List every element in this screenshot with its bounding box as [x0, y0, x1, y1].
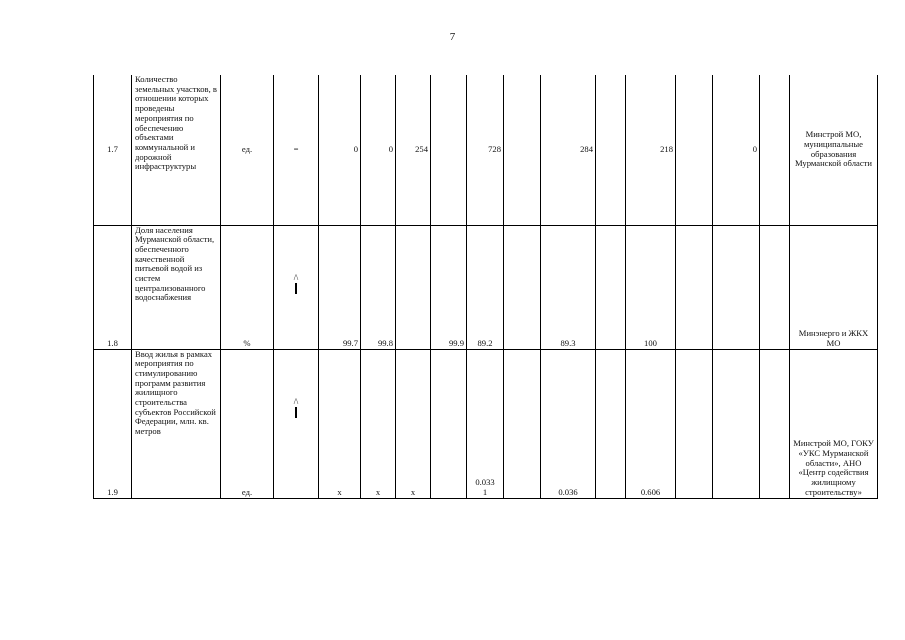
value-cell: 218 — [626, 75, 676, 225]
value-cell: 284 — [541, 75, 596, 225]
value-cell — [504, 225, 541, 349]
value-line: 1 — [482, 486, 488, 497]
responsible-cell: Минстрой МО, муниципальные образования Мурманской области — [790, 75, 878, 225]
page-number: 7 — [449, 31, 456, 43]
row-number: 1.9 — [94, 349, 132, 498]
value-cell: 99.9 — [431, 225, 467, 349]
value-cell: x — [319, 349, 361, 498]
value-cell: 100 — [626, 225, 676, 349]
indicator-name: Ввод жилья в рамках мероприятия по стимулированию программ развития жилищного строительства субъектов Российской Федерации, млн. кв. метров — [132, 349, 221, 498]
value-cell — [760, 225, 790, 349]
value-cell — [431, 75, 467, 225]
value-cell — [676, 225, 713, 349]
direction-cell — [274, 349, 319, 498]
value-cell — [431, 349, 467, 498]
table-row — [94, 349, 878, 498]
unit-cell: % — [221, 225, 274, 349]
value-cell: 0.606 — [626, 349, 676, 498]
greater-or-equal-icon: /\ — [276, 398, 316, 418]
value-cell: x — [396, 349, 431, 498]
value-cell — [713, 225, 760, 349]
value-cell — [676, 349, 713, 498]
value-cell — [596, 75, 626, 225]
value-cell — [713, 349, 760, 498]
direction-cell — [274, 225, 319, 349]
value-cell — [504, 349, 541, 498]
unit-cell: ед. — [221, 75, 274, 225]
greater-or-equal-icon: /\ — [276, 274, 316, 294]
value-cell: 728 — [467, 75, 504, 225]
value-cell: 0 — [361, 75, 396, 225]
value-cell — [760, 349, 790, 498]
value-cell: 0 — [319, 75, 361, 225]
value-cell: x — [361, 349, 396, 498]
table-row — [94, 75, 878, 225]
value-cell — [504, 75, 541, 225]
indicator-name: Количество земельных участков, в отношении которых проведены мероприятия по обеспечению объектами коммунальной и дорожной инфраструктуры — [132, 75, 221, 225]
value-cell — [676, 75, 713, 225]
value-cell: 89.2 — [467, 225, 504, 349]
value-cell — [760, 75, 790, 225]
value-cell: 99.8 — [361, 225, 396, 349]
indicator-name: Доля населения Мурманской области, обеспеченного качественной питьевой водой из систем централизованного водоснабжения — [132, 225, 221, 349]
value-cell — [596, 349, 626, 498]
value-cell: 99.7 — [319, 225, 361, 349]
value-cell — [596, 225, 626, 349]
responsible-cell: Минстрой МО, ГОКУ «УКС Мурманской области», АНО «Центр содействия жилищному строительству» — [790, 349, 878, 498]
value-cell: 254 — [396, 75, 431, 225]
value-cell — [467, 349, 504, 498]
unit-cell: ед. — [221, 349, 274, 498]
value-cell: 0.036 — [541, 349, 596, 498]
row-number: 1.7 — [94, 75, 132, 225]
value-line: 0.033 — [475, 477, 495, 488]
value-cell — [396, 225, 431, 349]
indicators-table — [93, 75, 878, 499]
value-cell: 0 — [713, 75, 760, 225]
table-row — [94, 225, 878, 349]
value-cell: 89.3 — [541, 225, 596, 349]
row-number: 1.8 — [94, 225, 132, 349]
responsible-cell: Минэнерго и ЖКХ МО — [790, 225, 878, 349]
direction-cell: = — [274, 75, 319, 225]
